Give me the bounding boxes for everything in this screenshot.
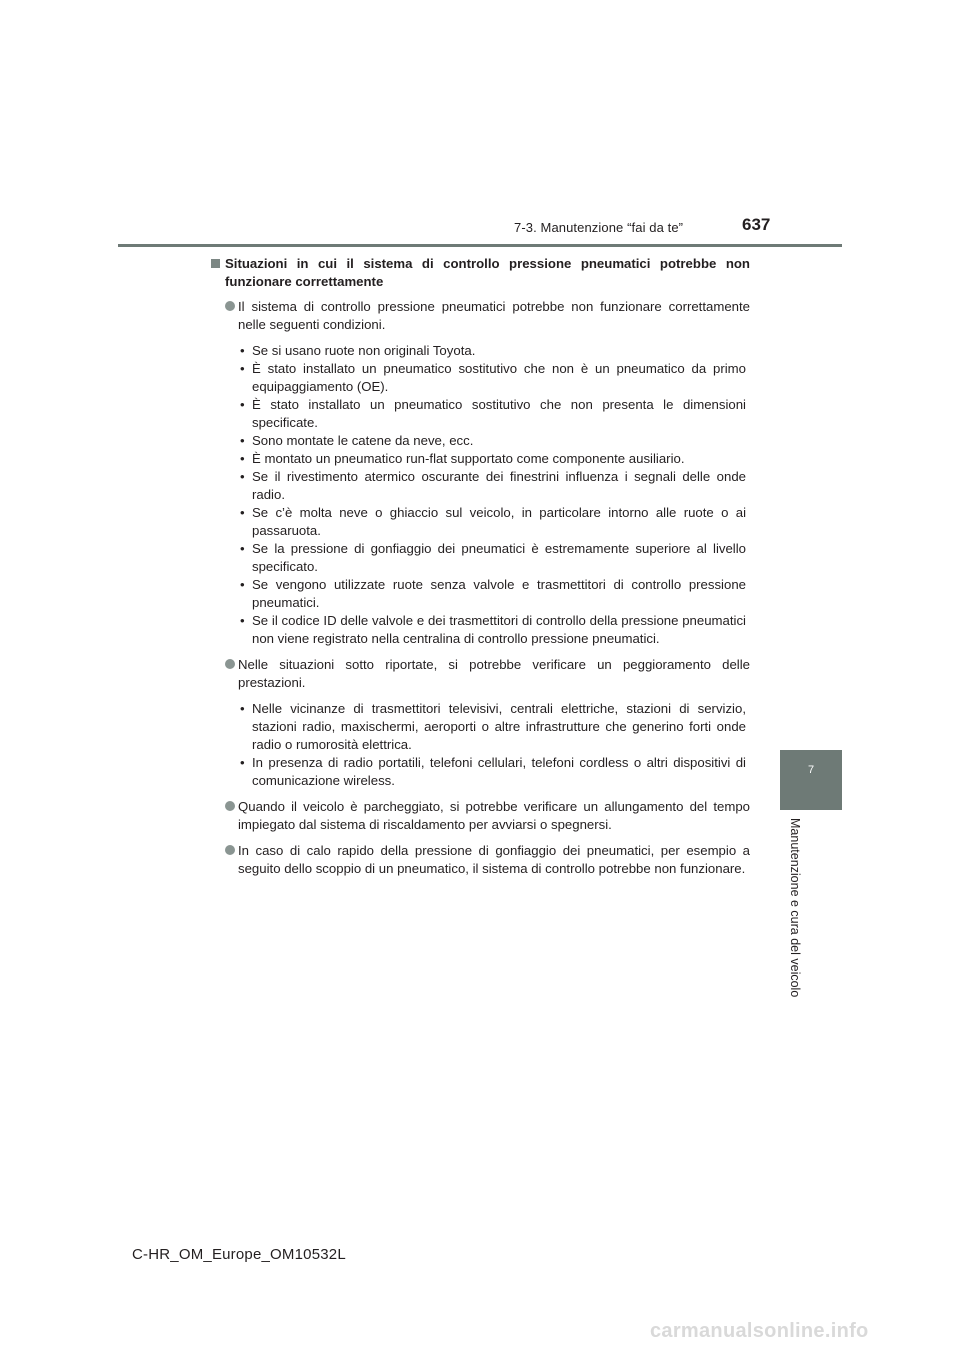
page-number: 637: [742, 215, 771, 234]
main-content: [210, 255, 750, 886]
list-item-text: Nelle vicinanze di trasmettitori televisivi, centrali elettriche, stazioni di servizio, stazioni radio, maxischermi, aeroporti o altre infrastrutture che generino forti onde radio o rumorosità elettrica.: [252, 701, 746, 752]
chapter-title: Manutenzione e cura del veicolo: [788, 818, 802, 998]
bullet-glyph: •: [240, 469, 245, 484]
watermark: carmanualsonline.info: [650, 1320, 869, 1342]
header-divider: [118, 244, 842, 247]
circle-bullet-icon: [225, 845, 235, 855]
list-item-text: Se il codice ID delle valvole e dei trasmettitori di controllo della pressione pneumatici non viene registrato nella centralina di controllo pressione pneumatici.: [252, 613, 746, 646]
bullet-glyph: •: [240, 451, 245, 466]
list-item: [210, 504, 750, 540]
bullet-glyph: •: [240, 505, 245, 520]
list-item: [210, 360, 750, 396]
bullet-glyph: •: [240, 541, 245, 556]
list-item: [210, 700, 750, 754]
bullet-glyph: •: [240, 755, 245, 770]
bullet-glyph: •: [240, 433, 245, 448]
list-item-text: Se c’è molta neve o ghiaccio sul veicolo, in particolare intorno alle ruote o ai passaruota.: [252, 505, 746, 538]
bullet-glyph: •: [240, 361, 245, 376]
list-item-text: Se la pressione di gonfiaggio dei pneumatici è estremamente superiore al livello specificato.: [252, 541, 746, 574]
list-item: [210, 754, 750, 790]
paragraph-text: Quando il veicolo è parcheggiato, si potrebbe verificare un allungamento del tempo impiegato dal sistema di riscaldamento per avviarsi o spegnersi.: [238, 799, 750, 832]
paragraph-text: In caso di calo rapido della pressione di gonfiaggio dei pneumatici, per esempio a seguito dello scoppio di un pneumatico, il sistema di controllo potrebbe non funzionare.: [238, 843, 750, 876]
list-item: [210, 342, 750, 360]
interference-list: [210, 700, 750, 790]
conditions-list: [210, 342, 750, 648]
list-item-text: È stato installato un pneumatico sostitutivo che non presenta le dimensioni specificate.: [252, 397, 746, 430]
section-heading-text: Situazioni in cui il sistema di controllo pressione pneumatici potrebbe non funzionare correttamente: [225, 256, 750, 289]
chapter-number: 7: [807, 764, 815, 776]
circle-bullet-icon: [225, 801, 235, 811]
paragraph-text: Nelle situazioni sotto riportate, si potrebbe verificare un peggioramento delle prestazioni.: [238, 657, 750, 690]
list-item-text: In presenza di radio portatili, telefoni cellulari, telefoni cordless o altri dispositivi di comunicazione wireless.: [252, 755, 746, 788]
paragraph-pressure-drop: [210, 842, 750, 878]
list-item: [210, 450, 750, 468]
paragraph-parked: [210, 798, 750, 834]
list-item-text: È montato un pneumatico run-flat supportato come componente ausiliario.: [252, 451, 685, 466]
paragraph-text: Il sistema di controllo pressione pneumatici potrebbe non funzionare correttamente nelle seguenti condizioni.: [238, 299, 750, 332]
list-item-text: Se si usano ruote non originali Toyota.: [252, 343, 476, 358]
list-item: [210, 396, 750, 432]
list-item-text: Sono montate le catene da neve, ecc.: [252, 433, 474, 448]
bullet-glyph: •: [240, 343, 245, 358]
bullet-glyph: •: [240, 701, 245, 716]
paragraph-conditions: [210, 298, 750, 334]
circle-bullet-icon: [225, 301, 235, 311]
document-code: C-HR_OM_Europe_OM10532L: [132, 1246, 346, 1263]
bullet-glyph: •: [240, 397, 245, 412]
list-item: [210, 576, 750, 612]
list-item-text: Se il rivestimento atermico oscurante dei finestrini influenza i segnali delle onde radio.: [252, 469, 746, 502]
circle-bullet-icon: [225, 659, 235, 669]
bullet-glyph: •: [240, 613, 245, 628]
square-bullet-icon: [211, 259, 220, 268]
paragraph-performance: [210, 656, 750, 692]
chapter-tab: [780, 750, 842, 810]
list-item: [210, 432, 750, 450]
list-item-text: È stato installato un pneumatico sostitutivo che non è un pneumatico da primo equipaggiamento (OE).: [252, 361, 746, 394]
list-item-text: Se vengono utilizzate ruote senza valvole e trasmettitori di controllo pressione pneumatici.: [252, 577, 746, 610]
list-item: [210, 612, 750, 648]
list-item: [210, 468, 750, 504]
bullet-glyph: •: [240, 577, 245, 592]
section-title: 7-3. Manutenzione “fai da te”: [514, 220, 684, 235]
section-heading: [210, 255, 750, 291]
list-item: [210, 540, 750, 576]
